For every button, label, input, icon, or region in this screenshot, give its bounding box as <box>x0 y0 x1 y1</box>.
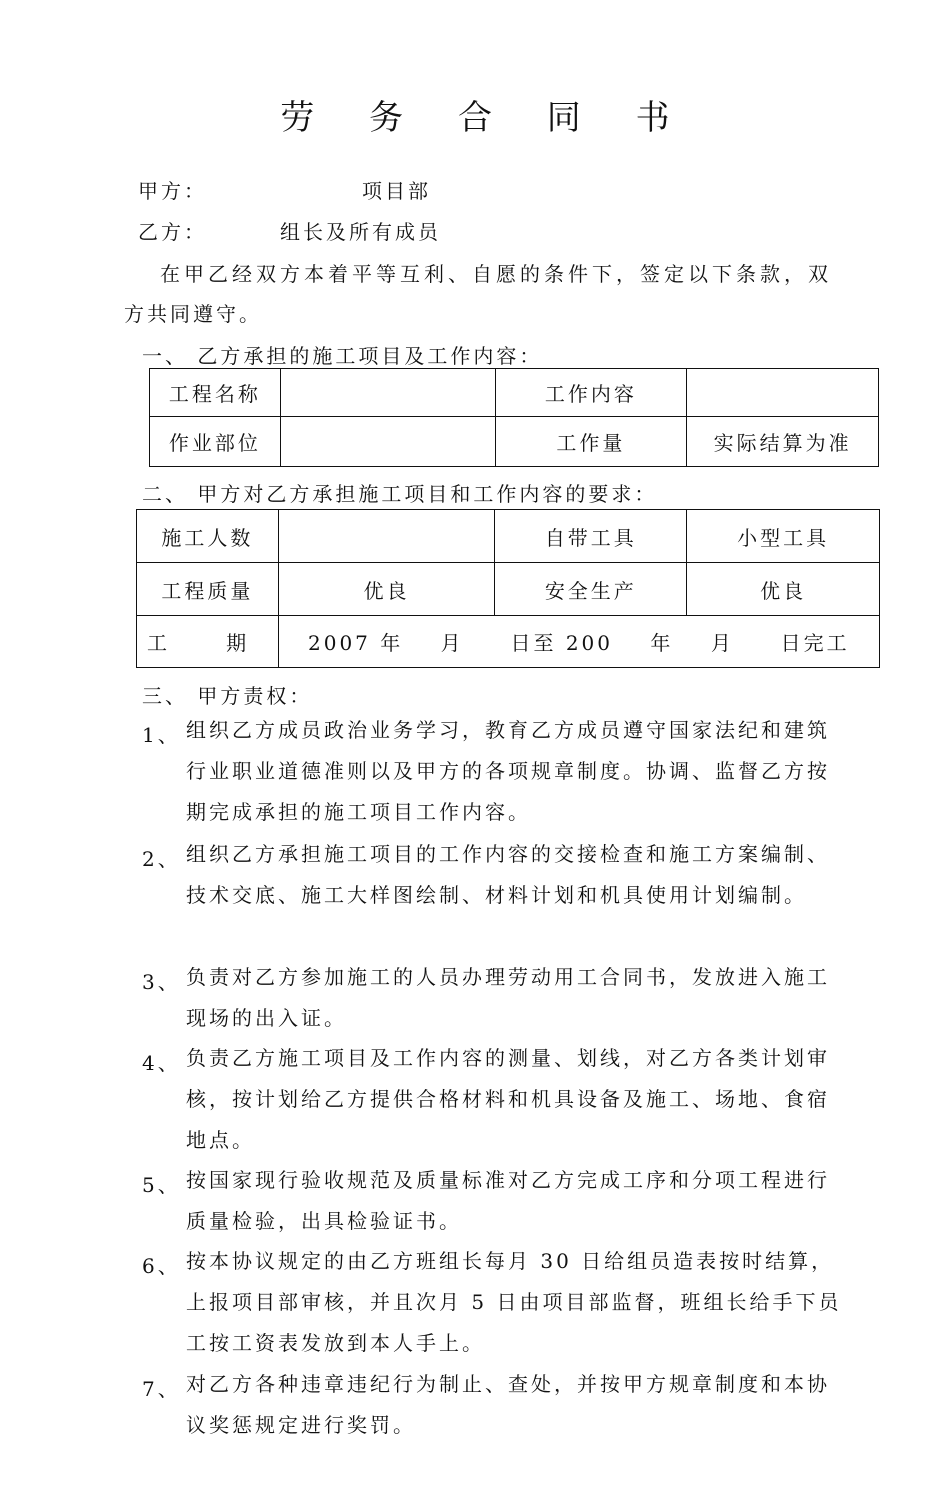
clause-number: 6、 <box>142 1254 181 1278</box>
table-row <box>137 616 880 668</box>
table-cell: 安全生产 <box>495 563 687 616</box>
table-cell: 小型工具 <box>687 510 880 563</box>
clause-7 <box>142 1373 842 1446</box>
intro-line-2: 方共同遵守。 <box>124 302 262 326</box>
section2-heading: 二、 甲方对乙方承担施工项目和工作内容的要求： <box>142 482 658 506</box>
table-cell: 作业部位 <box>150 417 281 467</box>
clause-text: 按本协议规定的由乙方班组长每月 30 日给组员造表按时结算，上报项目部审核，并且次月 5 日由项目部监督，班组长给手下员工按工资表发放到本人手上。 <box>186 1249 842 1355</box>
clause-text: 负责乙方施工项目及工作内容的测量、划线，对乙方各类计划审核，按计划给乙方提供合格材料和机具设备及施工、场地、食宿地点。 <box>186 1046 830 1152</box>
clause-text: 对乙方各种违章违纪行为制止、查处，并按甲方规章制度和本协议奖惩规定进行奖罚。 <box>186 1372 830 1437</box>
table-cell: 实际结算为准 <box>687 417 879 467</box>
clause-number: 3、 <box>142 970 181 994</box>
period-value: 2007 年 月 日至 200 年 月 日完工 <box>278 616 879 668</box>
table-cell: 优良 <box>278 563 495 616</box>
clause-4 <box>142 1047 842 1161</box>
table-cell: 优良 <box>687 563 880 616</box>
table-cell: 施工人数 <box>137 510 279 563</box>
clause-number: 1、 <box>142 723 181 747</box>
party-b-value: 组长及所有成员 <box>280 220 441 244</box>
clause-number: 7、 <box>142 1377 181 1401</box>
clause-number: 4、 <box>142 1051 181 1075</box>
table-cell: 工程名称 <box>150 369 281 417</box>
party-a-value: 项目部 <box>362 179 431 203</box>
clause-2 <box>142 843 842 916</box>
party-b-label: 乙方： <box>138 220 207 244</box>
table-row <box>150 369 879 417</box>
clause-6 <box>142 1250 842 1364</box>
table-row <box>137 510 880 563</box>
table-cell: 工程质量 <box>137 563 279 616</box>
table-row <box>137 563 880 616</box>
table-cell <box>280 369 495 417</box>
clause-3 <box>142 966 842 1039</box>
intro-line-1: 在甲乙经双方本着平等互利、自愿的条件下，签定以下条款，双 <box>160 262 832 286</box>
clause-text: 组织乙方成员政治业务学习，教育乙方成员遵守国家法纪和建筑行业职业道德准则以及甲方的各项规章制度。协调、监督乙方按期完成承担的施工项目工作内容。 <box>186 718 830 824</box>
table-cell: 工作内容 <box>495 369 687 417</box>
section3-heading: 三、 甲方责权： <box>142 684 313 708</box>
table-cell: 自带工具 <box>495 510 687 563</box>
clause-text: 负责对乙方参加施工的人员办理劳动用工合同书，发放进入施工现场的出入证。 <box>186 965 830 1030</box>
section2-table <box>136 509 880 668</box>
table-cell: 工作量 <box>495 417 687 467</box>
clause-1 <box>142 719 842 833</box>
period-label: 工 期 <box>137 616 279 668</box>
party-a-label: 甲方： <box>138 179 207 203</box>
clause-number: 2、 <box>142 847 181 871</box>
clause-number: 5、 <box>142 1173 181 1197</box>
section1-table <box>149 368 879 467</box>
table-cell <box>280 417 495 467</box>
table-row <box>150 417 879 467</box>
clause-5 <box>142 1169 842 1242</box>
table-cell <box>687 369 879 417</box>
section1-heading: 一、 乙方承担的施工项目及工作内容： <box>142 344 543 368</box>
table-cell <box>278 510 495 563</box>
clause-text: 按国家现行验收规范及质量标准对乙方完成工序和分项工程进行质量检验，出具检验证书。 <box>186 1168 830 1233</box>
document-title: 劳 务 合 同 书 <box>280 98 692 138</box>
clause-text: 组织乙方承担施工项目的工作内容的交接检查和施工方案编制、技术交底、施工大样图绘制、材料计划和机具使用计划编制。 <box>186 842 830 907</box>
